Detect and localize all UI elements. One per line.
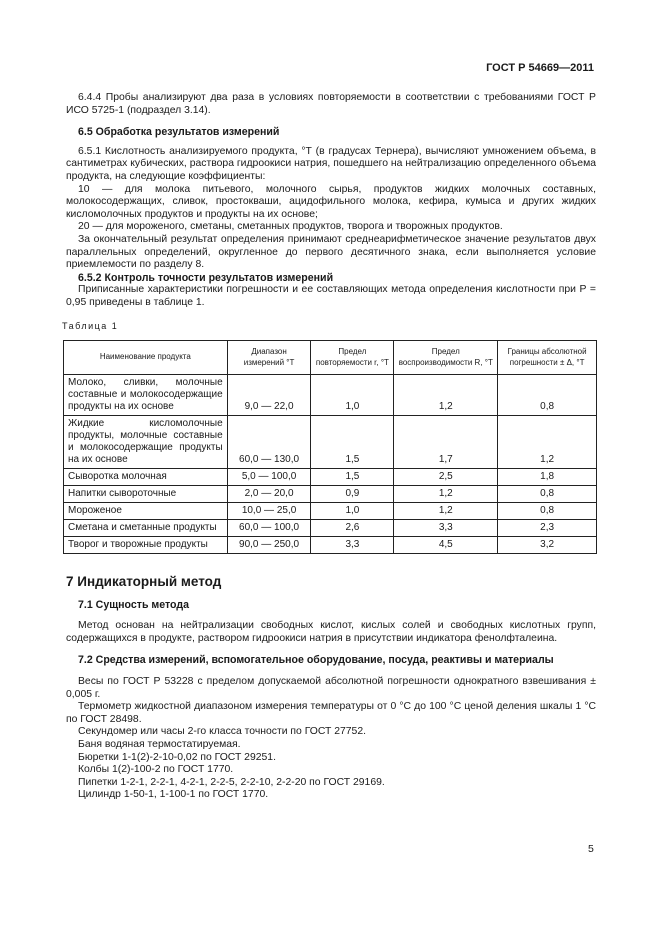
cell-range [227,486,311,503]
table-row [64,537,597,554]
cell-repeatability [311,375,394,416]
paragraph-coef-10: 10 — для молока питьевого, молочного сырья, продуктов жидких молочных составных, молокосодержащих, сливок, простокваши, ацидофильного молока, кефира, кумыса и других жидких кисломолочных продуктов и продукты на их основе; [66,183,596,220]
cell-repeatability [311,486,394,503]
cell-product [64,520,228,537]
cell-text: 1,2 [438,488,453,500]
paragraph-final-result: За окончательный результат определения принимают среднеарифметическое значение результатов двух параллельных определений, округленное до первого десятичного знака, если выполняется условие приемлемости по разделу 8. [66,233,596,271]
cell-reproducibility [394,537,498,554]
cell-text: 1,2 [540,454,555,466]
cell-product [64,537,228,554]
cell-text: 10,0 — 25,0 [241,505,297,517]
cell-text: Жидкие кисломолочные продукты, молочные составные и молокосодержащие продукты на их основе [68,418,223,466]
cell-text: 1,5 [345,454,360,466]
heading-6-5: 6.5 Обработка результатов измерений [78,126,280,139]
cell-reproducibility [394,375,498,416]
equipment-item: Колбы 1(2)-100-2 по ГОСТ 1770. [78,764,234,776]
heading-section-7: 7 Индикаторный метод [66,574,222,590]
cell-text: 1,8 [540,471,555,483]
paragraph-6-5-1: 6.5.1 Кислотность анализируемого продукта, °Т (в градусах Тернера), вычисляют умножением объема, в сантиметрах кубических, раствора гидроокиси натрия, пошедшего на нейтрализацию определенного объема продукта, на следующие коэффициенты: [66,145,596,182]
cell-text: Сыворотка молочная [68,471,167,483]
cell-text: Молоко, сливки, молочные составные и молокосодержащие продукты на их основе [68,377,223,413]
cell-product [64,503,228,520]
cell-text: Сметана и сметанные продукты [68,522,217,534]
cell-reproducibility [394,469,498,486]
cell-text: Творог и творожные продукты [68,539,208,551]
paragraph-6-5-2: Приписанные характеристики погрешности и ее составляющих метода определения кислотности при Р = 0,95 приведены в таблице 1. [66,284,596,308]
cell-product [64,375,228,416]
equipment-list [66,676,596,802]
cell-range [227,416,311,469]
cell-text: 1,5 [345,471,360,483]
cell-text: 9,0 — 22,0 [244,401,294,413]
cell-repeatability [311,520,394,537]
equipment-item: Термометр жидкостной диапазоном измерения температуры от 0 °С до 100 °С ценой деления шкалы 1 °С по ГОСТ 28498. [66,701,596,725]
cell-reproducibility [394,503,498,520]
table-row [64,486,597,503]
cell-reproducibility [394,520,498,537]
cell-repeatability [311,503,394,520]
cell-text: 1,0 [345,505,360,517]
cell-text: 90,0 — 250,0 [239,539,300,551]
cell-repeatability [311,469,394,486]
cell-range [227,520,311,537]
table-row [64,520,597,537]
cell-range [227,469,311,486]
equipment-item: Цилиндр 1-50-1, 1-100-1 по ГОСТ 1770. [78,789,269,801]
paragraph-coef-20: 20 — для мороженого, сметаны, сметанных продуктов, творога и творожных продуктов. [78,221,503,233]
col-header-reproducibility: Предел воспроизводимости R, °Т [394,341,498,375]
cell-text: 2,0 — 20,0 [244,488,294,500]
cell-range [227,375,311,416]
table-caption: Таблица 1 [62,320,119,331]
table-row [64,503,597,520]
cell-error-bounds [498,469,597,486]
cell-text: 5,0 — 100,0 [241,471,297,483]
cell-reproducibility [394,486,498,503]
cell-range [227,537,311,554]
equipment-item: Пипетки 1-2-1, 2-2-1, 4-2-1, 2-2-5, 2-2-10, 2-2-20 по ГОСТ 29169. [78,776,385,788]
col-header-error-bounds: Границы абсолютной погрешности ± Δ, °Т [498,341,597,375]
cell-text: 60,0 — 130,0 [239,454,300,466]
cell-error-bounds [498,416,597,469]
equipment-item: Весы по ГОСТ Р 53228 с пределом допускаемой абсолютной погрешности однократного взвешивания ± 0,005 г. [66,676,596,700]
page-number: 5 [588,843,594,855]
paragraph-6-4-4: 6.4.4 Пробы анализируют два раза в условиях повторяемости в соответствии с требованиями ГОСТ Р ИСО 5725-1 (подраздел 3.14). [66,92,596,116]
accuracy-table [63,340,597,554]
equipment-item: Баня водяная термостатируемая. [78,739,241,751]
cell-text: 60,0 — 100,0 [239,522,300,534]
cell-error-bounds [498,503,597,520]
cell-repeatability [311,416,394,469]
heading-7-2: 7.2 Средства измерений, вспомогательное оборудование, посуда, реактивы и материалы [78,654,554,667]
col-header-range: Диапазон измерений °Т [227,341,311,375]
col-header-product: Наименование продукта [64,341,228,375]
document-id-header: ГОСТ Р 54669—2011 [486,62,594,74]
table-row [64,469,597,486]
cell-text: 1,7 [438,454,453,466]
cell-error-bounds [498,375,597,416]
cell-repeatability [311,537,394,554]
cell-text: 3,3 [438,522,453,534]
cell-text: 1,0 [345,401,360,413]
col-header-repeatability: Предел повторяемости r, °Т [311,341,394,375]
cell-text: 2,5 [438,471,453,483]
heading-7-1: 7.1 Сущность метода [78,598,190,611]
table-row [64,375,597,416]
page-content [62,92,596,802]
cell-product [64,486,228,503]
cell-error-bounds [498,486,597,503]
equipment-item: Секундомер или часы 2-го класса точности по ГОСТ 27752. [78,726,366,738]
paragraph-7-1: Метод основан на нейтрализации свободных кислот, кислых солей и свободных кислотных групп, содержащихся в продукте, раствором гидроокиси натрия в присутствии индикатора фенолфталеина. [66,620,596,644]
cell-product [64,469,228,486]
cell-text: 0,9 [345,488,360,500]
cell-text: 1,2 [438,505,453,517]
cell-error-bounds [498,537,597,554]
cell-text: 0,8 [540,401,555,413]
cell-text: 1,2 [438,401,453,413]
cell-product [64,416,228,469]
equipment-item: Бюретки 1-1(2)-2-10-0,02 по ГОСТ 29251. [78,751,276,763]
cell-text: 2,6 [345,522,360,534]
cell-text: 4,5 [438,539,453,551]
heading-6-5-2: 6.5.2 Контроль точности результатов измерений [78,271,334,284]
cell-text: 3,3 [345,539,360,551]
table-header-row [64,341,597,375]
table-row [64,416,597,469]
cell-text: Напитки сывороточные [68,488,177,500]
cell-text: 3,2 [540,539,555,551]
cell-text: Мороженое [68,505,122,517]
cell-reproducibility [394,416,498,469]
cell-error-bounds [498,520,597,537]
cell-range [227,503,311,520]
cell-text: 0,8 [540,488,555,500]
cell-text: 0,8 [540,505,555,517]
cell-text: 2,3 [540,522,555,534]
